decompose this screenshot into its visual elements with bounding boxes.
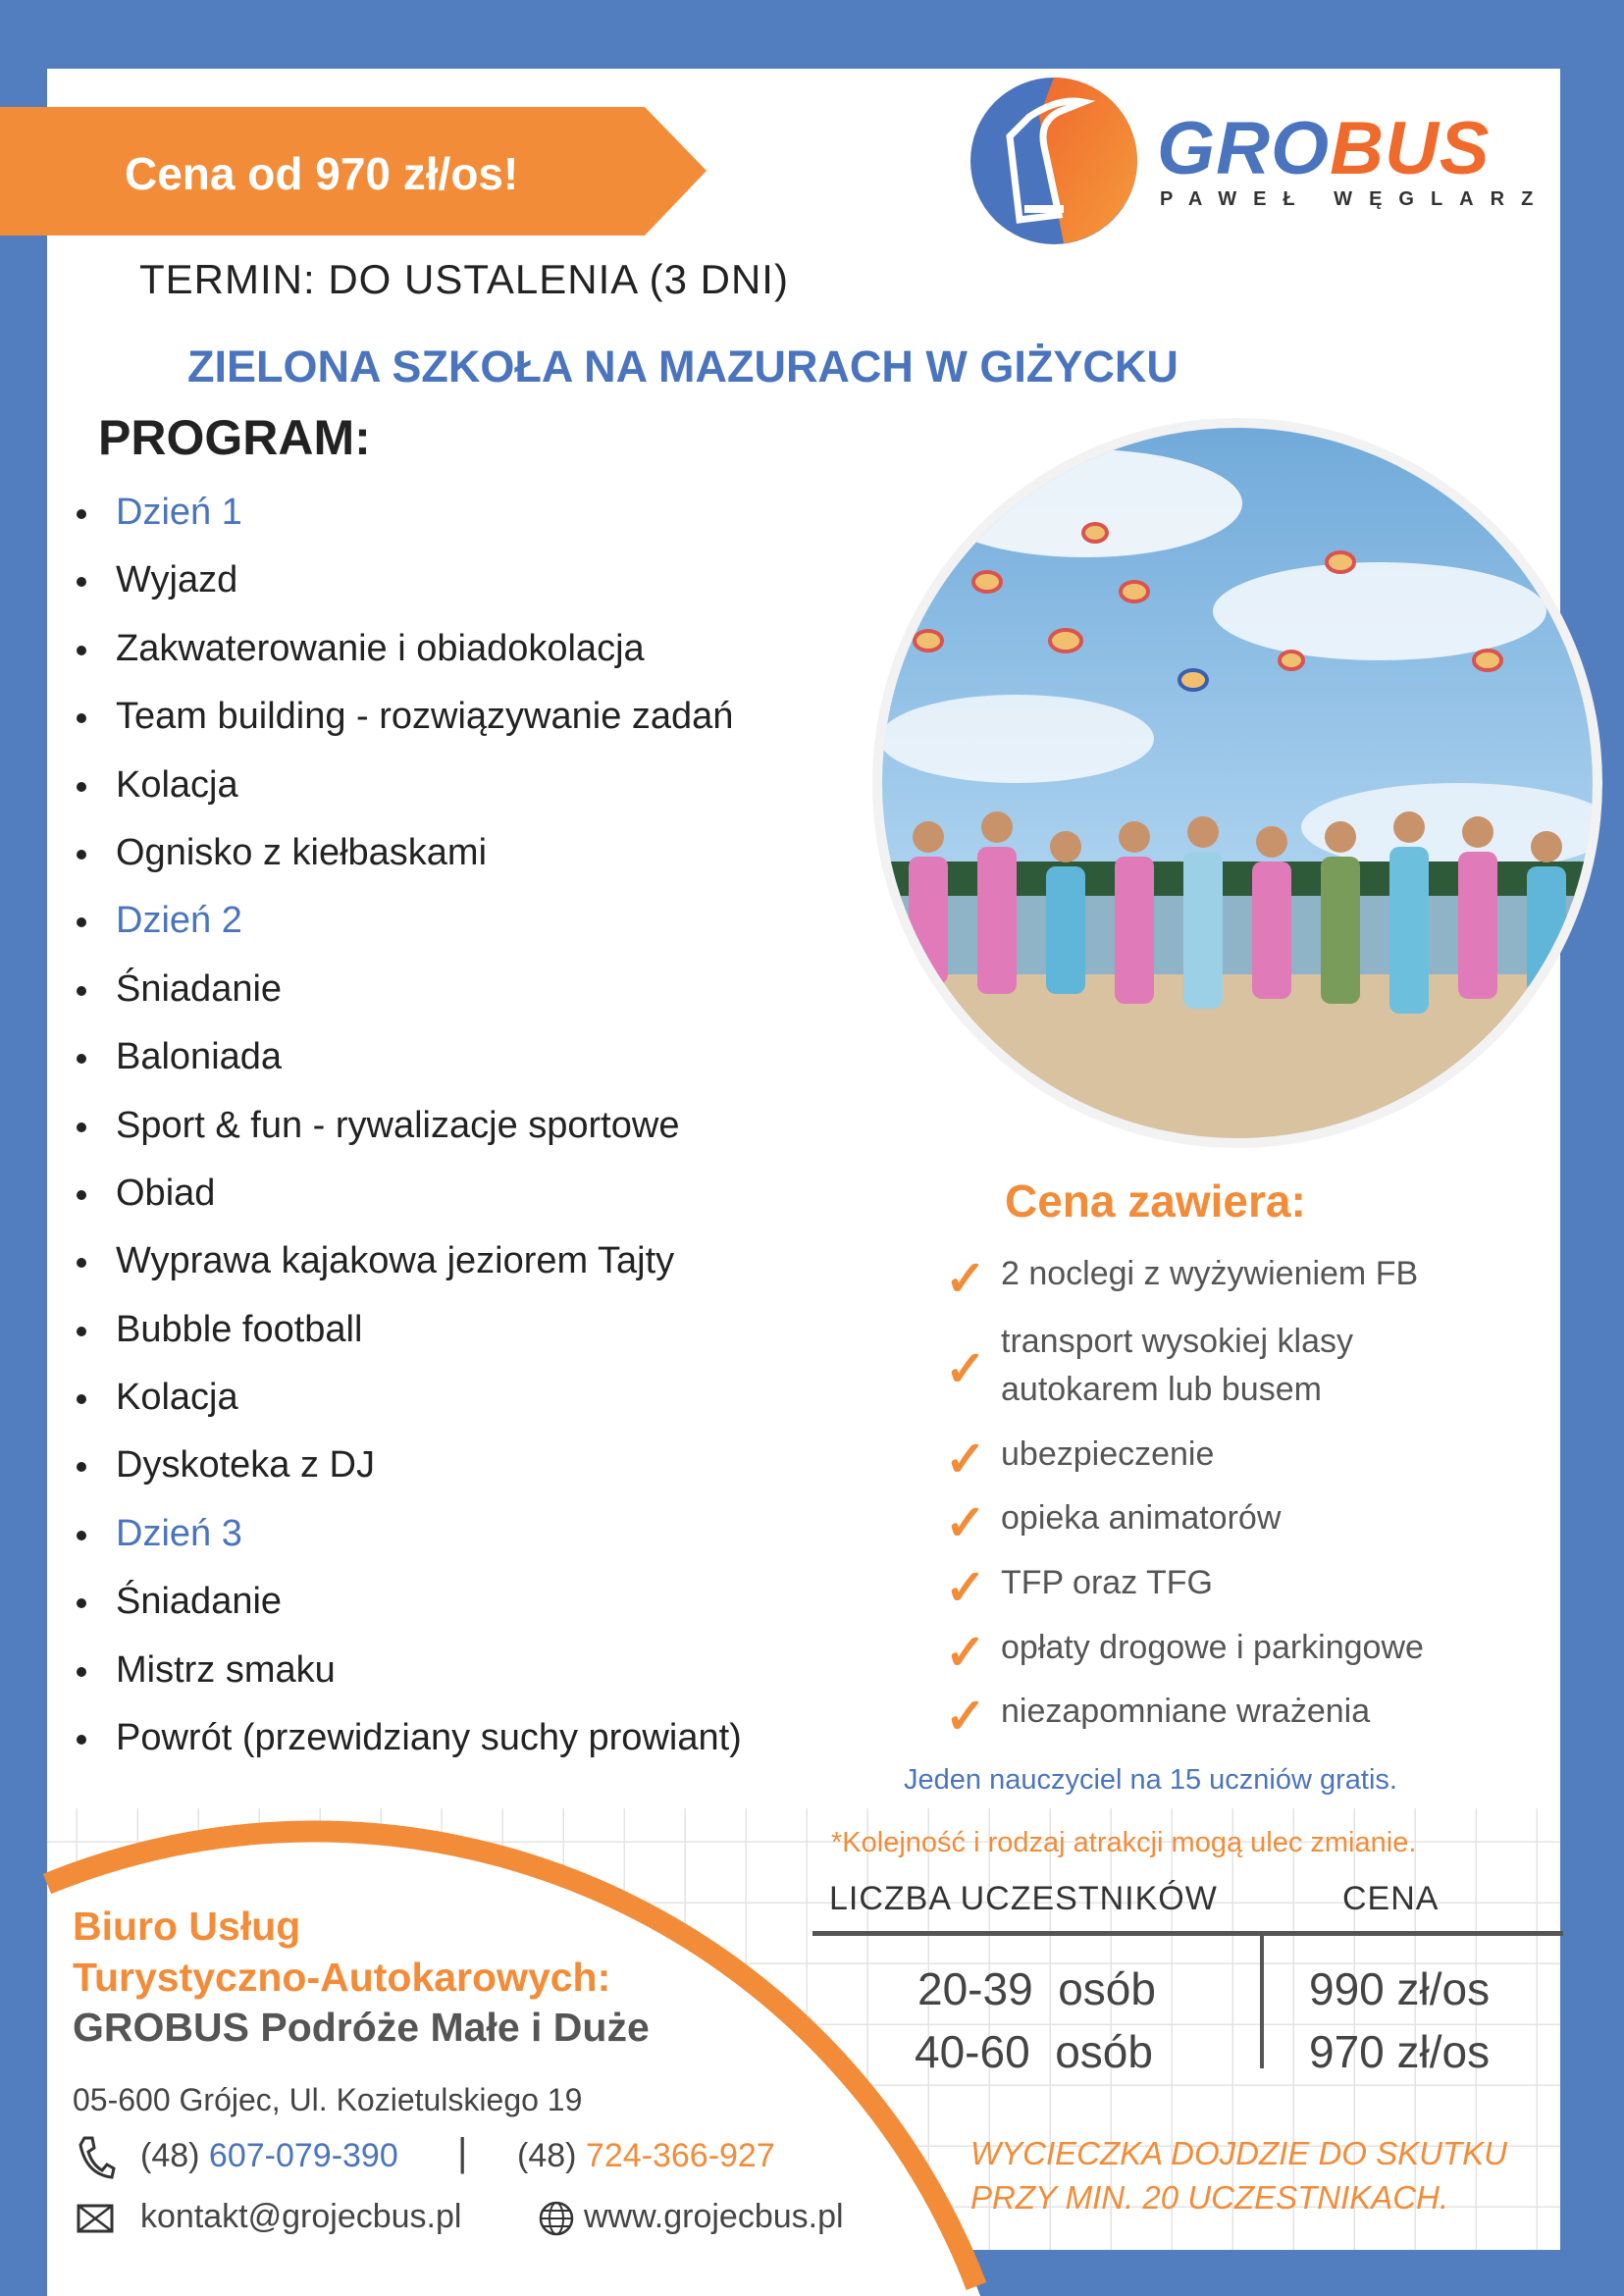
bus-logo-icon xyxy=(970,78,1137,244)
included-item: niezapomniane wrażenia xyxy=(1001,1693,1371,1730)
program-item: Śniadanie xyxy=(73,956,742,1023)
program-item: Zakwaterowanie i obiadokolacja xyxy=(73,615,742,683)
minimum-notice-line2: PRZY MIN. 20 UCZESTNIKACH. xyxy=(970,2179,1449,2216)
company-type-line1: Biuro Usług xyxy=(73,1904,301,1949)
price-banner-text: Cena od 970 zł/os! xyxy=(125,148,519,199)
logo-subtitle: PAWEŁ WĘGLARZ xyxy=(1160,188,1550,210)
teacher-note: Jeden nauczyciel na 15 uczniów gratis. xyxy=(904,1764,1397,1796)
table-header-price: CENA xyxy=(1342,1880,1440,1917)
globe-icon xyxy=(539,2201,574,2236)
company-address: 05-600 Grójec, Ul. Kozietulskiego 19 xyxy=(73,2082,583,2117)
changes-notice: *Kolejność i rodzaj atrakcji mogą ulec zmianie. xyxy=(831,1827,1417,1858)
table-divider-vertical xyxy=(1260,1935,1264,2068)
phone2 xyxy=(517,2137,775,2175)
check-icon: ✓ xyxy=(945,1495,986,1550)
check-icon: ✓ xyxy=(945,1251,986,1306)
program-item: Powrót (przewidziany suchy prowiant) xyxy=(73,1704,742,1772)
table-cell-price: 970 zł/os xyxy=(1309,2026,1491,2077)
company-name: GROBUS Podróże Małe i Duże xyxy=(73,2005,650,2050)
logo-wordmark xyxy=(1157,106,1491,191)
included-item: transport wysokiej klasy xyxy=(1001,1323,1354,1360)
program-item: Team building - rozwiązywanie zadań xyxy=(73,683,742,751)
phone1-prefix: (48) xyxy=(140,2137,200,2174)
program-item: Kolacja xyxy=(73,1364,742,1432)
table-header-participants: LICZBA UCZESTNIKÓW xyxy=(829,1880,1218,1917)
check-icon: ✓ xyxy=(945,1432,986,1487)
table-cell-participants: 20-39 osób xyxy=(917,1963,1156,2014)
program-item: Wyprawa kajakowa jeziorem Tajty xyxy=(73,1227,742,1295)
program-item: Mistrz smaku xyxy=(73,1637,742,1704)
program-item: Ognisko z kiełbaskami xyxy=(73,819,742,887)
program-item: Śniadanie xyxy=(73,1568,742,1636)
program-day-heading: Dzień 2 xyxy=(73,887,742,955)
program-item: Bubble football xyxy=(73,1296,742,1364)
company-type-line2: Turystyczno-Autokarowych: xyxy=(73,1955,611,2000)
envelope-icon xyxy=(77,2204,114,2233)
website-link[interactable]: www.grojecbus.pl xyxy=(584,2198,844,2235)
program-item: Obiad xyxy=(73,1160,742,1227)
check-icon: ✓ xyxy=(945,1689,986,1744)
program-item: Baloniada xyxy=(73,1023,742,1091)
phone-separator: | xyxy=(457,2131,468,2174)
included-item: TFP oraz TFG xyxy=(1001,1564,1214,1601)
logo-word-gro: GRO xyxy=(1157,107,1331,190)
program-item: Kolacja xyxy=(73,752,742,819)
includes-heading: Cena zawiera: xyxy=(1005,1175,1306,1226)
program-item: Sport & fun - rywalizacje sportowe xyxy=(73,1092,742,1160)
photo-kids-throwing-hats xyxy=(869,415,1605,1151)
logo-word-bus: BUS xyxy=(1330,107,1491,190)
trip-date: TERMIN: DO USTALENIA (3 DNI) xyxy=(139,256,789,302)
program-day-heading: Dzień 3 xyxy=(73,1500,742,1568)
email-link[interactable]: kontakt@grojecbus.pl xyxy=(140,2198,462,2235)
included-item: ubezpieczenie xyxy=(1001,1435,1215,1473)
check-icon: ✓ xyxy=(945,1625,986,1680)
included-item: opłaty drogowe i parkingowe xyxy=(1001,1629,1424,1666)
phone2-link[interactable]: 724-366-927 xyxy=(585,2137,775,2174)
minimum-notice-line1: WYCIECZKA DOJDZIE DO SKUTKU xyxy=(970,2135,1507,2171)
phone2-prefix: (48) xyxy=(517,2137,577,2174)
table-cell-price: 990 zł/os xyxy=(1309,1963,1491,2014)
table-divider-horizontal xyxy=(812,1931,1563,1936)
page-title: ZIELONA SZKOŁA NA MAZURACH W GIŻYCKU xyxy=(187,341,1179,391)
phone1-link[interactable]: 607-079-390 xyxy=(208,2137,398,2174)
check-icon: ✓ xyxy=(945,1560,986,1615)
included-item: autokarem lub busem xyxy=(1001,1371,1322,1408)
phone1 xyxy=(140,2137,398,2175)
phone-icon xyxy=(77,2135,116,2180)
program-item: Wyjazd xyxy=(73,547,742,614)
program-heading: PROGRAM: xyxy=(98,410,371,465)
program-item: Dyskoteka z DJ xyxy=(73,1432,742,1499)
included-item: opieka animatorów xyxy=(1001,1499,1282,1537)
included-item: 2 noclegi z wyżywieniem FB xyxy=(1001,1255,1419,1292)
check-icon: ✓ xyxy=(945,1341,986,1396)
program-day-heading: Dzień 1 xyxy=(73,479,742,547)
program-list xyxy=(73,479,742,1772)
table-cell-participants: 40-60 osób xyxy=(915,2026,1153,2077)
